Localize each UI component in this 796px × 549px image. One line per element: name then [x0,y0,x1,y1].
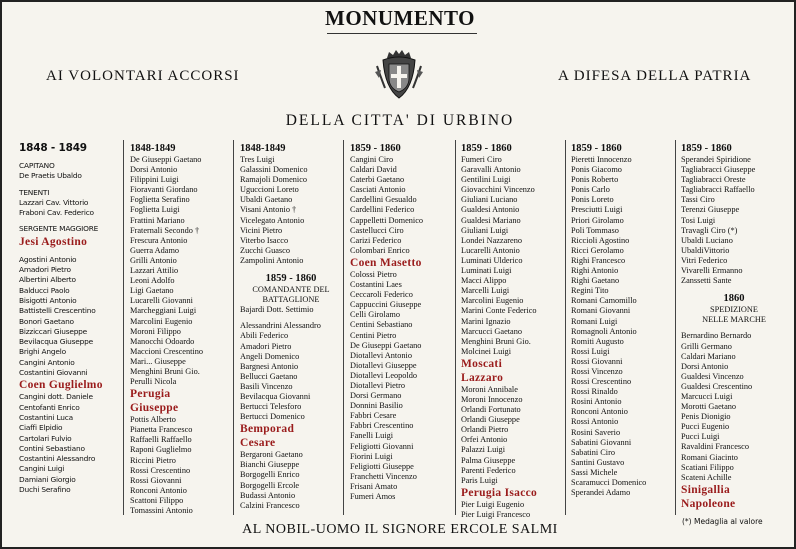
highlighted-name: Jesi Agostino [19,235,88,248]
name-entry: Moroni Annibale [461,384,518,394]
name-entry: Abili Federico [240,331,289,341]
name-entry: Frattini Mariano [130,215,185,225]
name-entry: Garavalli Antonio [461,165,521,175]
name-entry: Calzini Francesco [240,500,300,510]
name-entry: Santini Gustavo [571,457,625,467]
name-entry: UbaldiVittorio [681,245,730,255]
name-entry: Sabatini Giovanni [571,437,632,447]
name-entry: Ponis Carlo [571,185,610,195]
name-entry: Sperandei Spiridione [681,155,751,164]
name-entry: Lucarelli Antonio [461,245,520,255]
name-entry: Priori Girolamo [571,215,624,225]
name-entry: Guerra Adamo [130,245,180,255]
dedication-line: AL NOBIL-UOMO IL SIGNORE ERCOLE SALMI [242,522,558,537]
name-entry: Romiti Augusto [571,336,624,346]
name-entry: Bisigotti Antonio [19,295,77,305]
highlighted-name: Cesare [240,437,276,450]
name-entry: De Giuseppi Gaetano [130,155,202,164]
name-entry: Raponi Guglielmo [130,445,192,455]
name-entry: Ponis Giacomo [571,165,622,175]
name-entry: Costantini Alessandro [19,454,96,464]
name-entry: Amadori Pietro [19,265,71,275]
name-entry: Molcinei Luigi [461,346,512,356]
name-entry: Rossi Giovanni [130,475,182,485]
name-entry: Dorsi Germano [350,391,402,401]
name-entry: Foglietta Luigi [130,205,180,215]
name-entry: Maccioni Crescentino [130,346,204,356]
highlighted-name: Bemporad [240,423,295,436]
name-entry: Rosini Antonio [571,397,622,407]
highlighted-name: Moscati [461,357,503,370]
name-entry: Franchetti Vincenzo [350,471,417,481]
name-entry: Diotallevi Pietro [350,380,406,390]
name-entry: Tres Luigi [240,155,275,164]
name-entry: Gualdesi Antonio [461,205,520,215]
highlighted-name: Sinigallia [681,483,731,496]
name-entry: Centini Pietro [350,330,397,340]
period-heading: 1859 - 1860 [681,143,732,154]
column-divider [565,140,566,515]
name-entry: Cappelletti Domenico [350,215,424,225]
name-entry: Bajardi Dott. Settimio [240,305,314,315]
name-entry: Lucarelli Giovanni [130,296,193,306]
name-entry: CAPITANO [19,161,55,170]
left-heading: AI VOLONTARI ACCORSI [46,68,240,84]
name-entry: Marcolini Eugenio [130,316,193,326]
name-entry: Orlandi Pietro [461,425,509,435]
name-entry: Damiani Giorgio [19,474,76,484]
name-entry: Borgogelli Enrico [240,470,300,480]
name-entry: Amadori Pietro [240,341,292,351]
name-entry: Sperandei Adamo [571,488,631,498]
name-entry: Orfei Antonio [461,435,508,445]
name-entry: Pier Luigi Francesco [461,509,531,519]
name-entry: Cangini dott. Daniele [19,392,93,402]
name-entry: Tomassini Antonio [130,506,193,515]
name-entry: Travagli Ciro (*) [681,225,738,235]
name-entry: Rossi Antonio [571,417,619,427]
name-entry: Cardellini Gesualdo [350,195,417,205]
name-entry: Pottis Alberto [130,415,176,425]
name-entry: Viterbo Isacco [240,235,289,245]
name-entry: Caterbi Gaetano [350,175,405,185]
name-entry: Cardellini Federico [350,205,415,215]
name-entry: Cangini Ciro [350,155,394,164]
period-heading: 1859 - 1860 [350,143,401,154]
name-entry: Sabatini Ciro [571,447,616,457]
name-entry: Ravaldini Francesco [681,442,749,452]
name-entry: Tassi Ciro [681,195,715,205]
name-entry: Cartolari Fulvio [19,433,72,443]
name-entry: Cappuccini Giuseppe [350,300,422,310]
highlighted-name: Coen Masetto [350,256,422,269]
name-entry: Marcucci Luigi [681,391,733,401]
name-entry: Ciaffi Elpidio [19,423,63,433]
name-entry: Colossi Pietro [350,269,397,279]
name-entry: Pier Luigi Eugenio [461,499,525,509]
name-entry: Caldari Mariano [681,351,736,361]
names-column-5 [461,142,565,520]
name-entry: Scattoni Filippo [130,495,184,505]
name-entry: Riccini Pietro [130,455,176,465]
name-entry: Grilli Germano [681,341,732,351]
name-entry: Riccioli Agostino [571,235,630,245]
name-entry: Pianetta Francesco [130,425,193,435]
name-entry: Zanssetti Sante [681,276,732,286]
name-entry: Gualdesi Vincenzo [681,371,744,381]
name-entry: Bevilacqua Giuseppe [19,337,93,347]
name-entry: Fraternali Secondo † [130,225,200,235]
name-entry: Marcelli Luigi [461,286,510,296]
name-entry: Marini Conte Federico [461,306,537,316]
name-entry: SERGENTE MAGGIORE [19,224,99,234]
name-entry: BATTAGLIONE [262,295,320,305]
name-entry: Ricci Gerolamo [571,245,624,255]
period-heading: 1859 - 1860 [571,143,622,154]
name-entry: Rossi Vincenzo [571,366,623,376]
period-heading: 1860 [723,293,745,305]
name-entry: Basili Vincenzo [240,381,293,391]
names-column-1 [19,142,121,495]
name-entry: Righi Francesco [571,255,626,265]
name-entry: Ligi Gaetano [130,286,174,296]
period-heading: 1848-1849 [240,143,286,154]
names-column-2 [130,142,232,516]
name-entry: Bertucci Telesforo [240,402,302,412]
name-entry: Cangini Antonio [19,357,75,367]
name-entry: Londei Nazzareno [461,235,523,245]
name-entry: De Giuseppi Gaetano [350,340,422,350]
name-entry: Rossi Crescentino [571,377,632,387]
column-divider [233,140,234,515]
name-entry: Diotallevi Antonio [350,350,412,360]
name-entry: Rossi Luigi [571,346,610,356]
name-entry: Terenzi Giuseppe [681,205,740,215]
name-entry: Fraboni Cav. Federico [19,208,94,218]
name-entry: Raffaelli Raffaello [130,435,192,445]
name-entry: Manocchi Odoardo [130,336,195,346]
name-entry: Pieretti Innocenzo [571,155,632,164]
name-entry: Bonori Gaetano [19,316,74,326]
name-entry: Orlandi Giuseppe [461,415,520,425]
name-entry: Morotti Gaetano [681,402,737,412]
name-entry: Bertucci Domenico [240,412,305,422]
name-entry: Ponis Loreto [571,195,614,205]
highlighted-name: Giuseppe [130,402,179,415]
name-entry: Dorsi Antonio [130,165,178,175]
name-entry: Gualdesi Mariano [461,215,521,225]
name-entry: Moroni Innocenzo [461,394,523,404]
name-entry: Costantini Giovanni [19,368,88,378]
column-divider [455,140,456,515]
name-entry: SPEDIZIONE [710,305,758,315]
name-entry: Pucci Luigi [681,432,720,442]
name-entry: Bargnesi Antonio [240,361,299,371]
name-entry: Caldari David [350,165,397,175]
name-entry: Rossi Crescentino [130,465,191,475]
name-entry: Grilli Antonio [130,255,177,265]
name-entry: Albertini Alberto [19,275,76,285]
name-entry: Marcheggiani Luigi [130,306,197,316]
name-entry: Zampolini Antonio [240,255,304,265]
name-entry: Budassi Antonio [240,490,296,500]
name-entry: NELLE MARCHE [702,315,766,325]
name-entry: Ramajoli Domenico [240,175,308,185]
name-entry: Poli Tommaso [571,225,619,235]
name-entry: Luminati Luigi [461,266,512,276]
name-entry: Ronconi Antonio [130,485,187,495]
name-entry: Duchi Serafino [19,485,71,495]
name-entry: TENENTI [19,187,50,197]
name-entry: Feligiotti Giuseppe [350,461,414,471]
names-column-7 [681,142,787,511]
name-entry: Sassi Michele [571,467,618,477]
name-entry: Presciutti Luigi [571,205,623,215]
name-entry: Centini Sebastiano [350,320,413,330]
highlighted-name: Coen Guglielmo [19,379,103,392]
name-entry: Pucci Eugenio [681,422,730,432]
name-entry: Perulli Nicola [130,377,177,387]
name-entry: Gualdesi Crescentino [681,381,753,391]
name-entry: Diotallevi Leopoldo [350,370,418,380]
name-entry: Balducci Paolo [19,285,70,295]
name-entry: Fabbri Cesare [350,411,397,421]
name-entry: Feligiotti Giovanni [350,441,414,451]
name-entry: Scateni Achille [681,472,732,482]
name-entry: Paris Luigi [461,475,498,485]
name-entry: Tagliabracci Raffaello [681,185,755,195]
period-heading: 1859 - 1860 [265,273,317,285]
name-entry: Romagnoli Antonio [571,326,637,336]
name-entry: Foglietta Serafino [130,195,190,205]
name-entry: Galassini Domenico [240,165,308,175]
period-heading: 1859 - 1860 [461,143,512,154]
name-entry: Lazzari Attilio [130,266,179,276]
name-entry: Visani Antonio † [240,205,297,215]
name-entry: Ubaldi Luciano [681,235,733,245]
name-entry: Vivarelli Ermanno [681,266,743,276]
name-entry: Frescura Antonio [130,235,188,245]
highlighted-name: Perugia [130,388,171,401]
names-column-3 [240,142,342,511]
highlighted-name: Lazzaro [461,371,504,384]
name-entry: Costantini Laes [350,280,402,290]
name-entry: Alessandrini Alessandro [240,321,321,331]
name-entry: Palazzi Luigi [461,445,506,455]
name-entry: Contini Sebastiano [19,443,85,453]
name-entry: Castellucci Ciro [350,225,404,235]
name-entry: Vitri Federico [681,255,728,265]
name-entry: Bergaroni Gaetano [240,450,303,460]
name-entry: Borgogelli Ercole [240,480,300,490]
name-entry: Bellucci Gaetano [240,371,298,381]
name-entry: Orlandi Fortunato [461,405,521,415]
name-entry: Donnini Basilio [350,401,403,411]
name-entry: Rossi Giovanni [571,356,623,366]
name-entry: Cangini Luigi [19,464,65,474]
name-entry: Fiorini Luigi [350,451,393,461]
footnote: (*) Medaglia al valore [682,517,763,526]
name-entry: Macci Alippo [461,276,507,286]
name-entry: Regini Tito [571,286,609,296]
name-entry: Ceccaroli Federico [350,290,413,300]
names-column-4 [350,142,454,502]
column-divider [675,140,676,515]
name-entry: Frisani Amato [350,481,398,491]
name-entry: Marini Ignazio [461,316,511,326]
name-entry: Scaramucci Domenico [571,478,647,487]
city-heading: DELLA CITTA' DI URBINO [285,112,515,129]
name-entry: Menghini Bruni Gio. [130,366,200,376]
name-entry: Diotallevi Giuseppe [350,360,417,370]
name-entry: Giovacchini Vincenzo [461,185,535,195]
page-title: MONUMENTO [325,6,475,30]
coat-of-arms-icon [373,48,425,102]
highlighted-name: Perugia Isacco [461,486,538,499]
name-entry: De Praetis Ubaldo [19,171,82,181]
name-entry: Mari... Giuseppe [130,356,186,366]
name-entry: Penis Dionigio [681,412,731,422]
name-entry: Leoni Adolfo [130,276,175,286]
name-entry: Agostini Antonio [19,254,77,264]
name-entry: Fanelli Luigi [350,431,394,441]
name-entry: Vicini Pietro [240,225,283,235]
name-entry: Giuliani Luigi [461,225,509,235]
name-entry: Brighi Angelo [19,347,66,357]
name-entry: Marcolini Eugenio [461,296,524,306]
name-entry: Fabbri Crescentino [350,421,414,431]
name-entry: Bernardino Bernardo [681,331,752,341]
name-entry: Ronconi Antonio [571,407,628,417]
name-entry: Giuliani Luciano [461,195,518,205]
name-entry: Lazzari Cav. Vittorio [19,197,89,207]
name-entry: Menghini Bruni Gio. [461,336,531,346]
name-entry: Romani Camomillo [571,296,637,306]
name-entry: Righi Gaetano [571,276,620,286]
right-heading: A DIFESA DELLA PATRIA [558,68,752,84]
name-entry: Battistelli Crescentino [19,306,96,316]
name-entry: Bevilacqua Giovanni [240,391,311,401]
name-entry: Costantini Luca [19,412,73,422]
name-entry: Scatiani Filippo [681,462,734,472]
name-entry: Celli Girolamo [350,310,401,320]
name-entry: Uguccioni Loreto [240,185,299,195]
name-entry: Tagliabracci Oreste [681,175,746,185]
name-entry: Romani Luigi [571,316,618,326]
name-entry: Parenti Federico [461,465,516,475]
name-entry: Moroni Filippo [130,326,181,336]
name-entry: Tagliabracci Giuseppe [681,165,756,175]
name-entry: Palma Giuseppe [461,455,516,465]
name-entry: Rossi Rinaldo [571,387,618,397]
name-entry: Colombari Enrico [350,245,410,255]
name-entry: Tosi Luigi [681,215,716,225]
name-entry: Centofanti Enrico [19,402,80,412]
name-entry: Romani Giacinto [681,452,738,462]
name-entry: Ponis Roberto [571,175,619,185]
name-entry: Carizi Federico [350,235,402,245]
title-underline [327,33,477,34]
names-column-6 [571,142,675,498]
name-entry: Angeli Domenico [240,351,300,361]
name-entry: Vicelegato Antonio [240,215,305,225]
period-heading: 1848 - 1849 [19,142,87,154]
column-divider [343,140,344,515]
period-heading: 1848-1849 [130,143,176,154]
highlighted-name: Napoleone [681,497,736,510]
name-entry: Luminati Ulderico [461,255,523,265]
name-entry: Casciati Antonio [350,185,406,195]
name-entry: Fioravanti Giordano [130,185,198,195]
name-entry: Ubaldi Gaetano [240,195,293,205]
name-entry: Dorsi Antonio [681,361,729,371]
name-entry: Rosini Saverio [571,427,621,437]
name-entry: Zucchi Guasco [240,245,290,255]
name-entry: Bianchi Giuseppe [240,460,300,470]
name-entry: Fumeri Ciro [461,155,502,164]
name-entry: Marcucci Gaetano [461,326,523,336]
name-entry: COMANDANTE DEL [252,285,330,295]
name-entry: Fumeri Amos [350,492,396,501]
name-entry: Romani Giovanni [571,306,631,316]
column-divider [123,140,124,515]
name-entry: Gentilini Luigi [461,175,511,185]
name-entry: Bizziccari Giuseppe [19,326,88,336]
name-entry: Righi Antonio [571,266,619,276]
name-entry: Filippini Luigi [130,175,179,185]
